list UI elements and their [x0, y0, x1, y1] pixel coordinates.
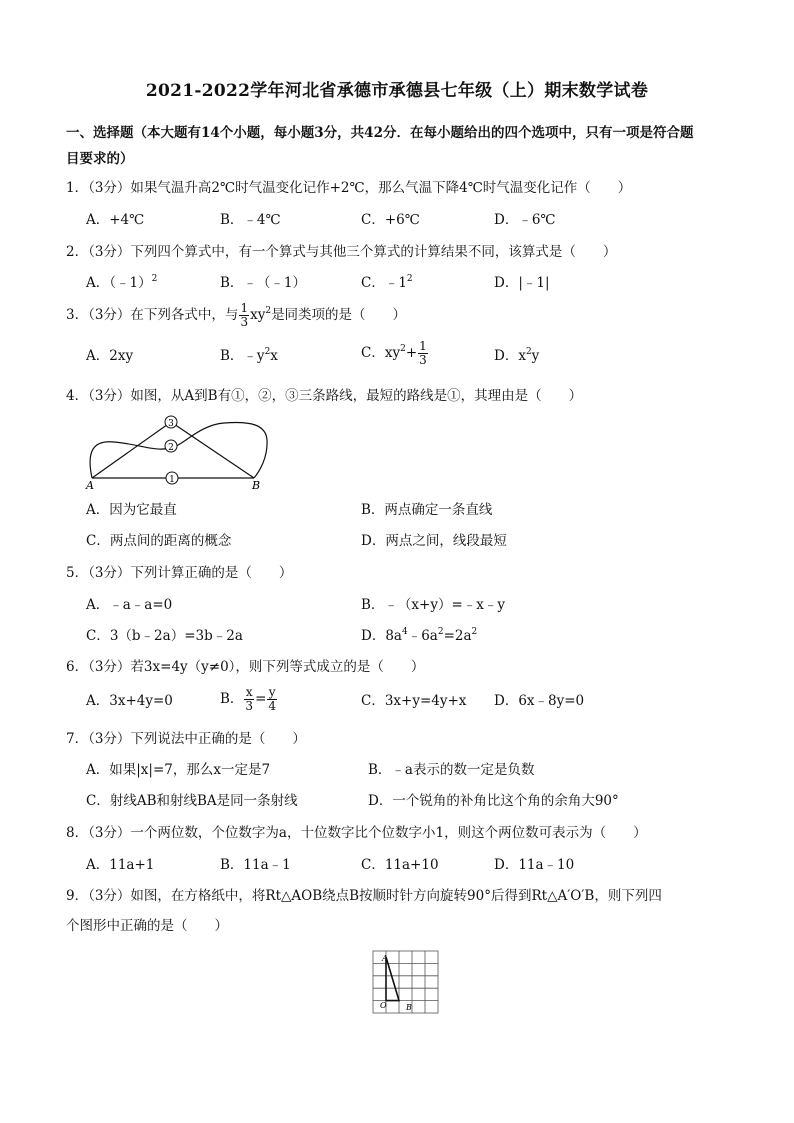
question-1-stem: 1．（3分）如果气温升高2℃时气温变化记作+2℃，那么气温下降4℃时气温变化记作（ ） [66, 180, 632, 196]
question-3-option-d: D．$x^2y$ [494, 347, 540, 364]
question-9-stem-line1: 9．（3分）如图，在方格纸中，将Rt△AOB绕点B按顺时针方向旋转90°后得到Rt△A′O′B，则下列四 [66, 888, 662, 904]
question-7-stem: 7．（3分）下列说法中正确的是（ ） [66, 731, 306, 747]
grid-label-a: A [382, 954, 388, 963]
question-5-option-c: C．3（b﹣2a）=3b﹣2a [86, 628, 243, 644]
question-4-option-c: C．两点间的距离的概念 [86, 533, 232, 549]
question-1-option-b: B．﹣4℃ [220, 212, 281, 228]
question-2-option-c: C．$﹣1^2$ [361, 274, 413, 291]
question-1-option-d: D．﹣6℃ [494, 212, 556, 228]
question-5-stem: 5．（3分）下列计算正确的是（ ） [66, 565, 293, 581]
question-8-option-a: A．11a+1 [86, 857, 155, 873]
question-7-option-d: D．一个锐角的补角比这个角的余角大90° [368, 793, 619, 809]
route-2-label: 2 [168, 443, 174, 453]
question-6-option-d: D．6x﹣8y=0 [494, 693, 585, 709]
question-7-option-b: B．﹣a表示的数一定是负数 [368, 762, 535, 778]
question-5-option-d: D．$8a^4﹣6a^2=2a^2$ [361, 627, 478, 644]
question-1-option-a: A．+4℃ [86, 212, 145, 228]
route-2-curve [90, 422, 267, 478]
question-3-stem: 3．（3分）在下列各式中，与 $\frac{1}{3}$ $xy^2$是同类项的是（ ） [66, 301, 407, 329]
question-6-option-a: A．3x+4y=0 [86, 693, 173, 709]
question-6-stem: 6．（3分）若3x=4y（y≠0），则下列等式成立的是（ ） [66, 659, 425, 675]
grid-label-o: O [380, 1001, 387, 1010]
question-5-option-b: B．﹣（x+y）=﹣x﹣y [361, 597, 506, 613]
question-3-option-a: A．2xy [86, 348, 134, 364]
route-figure [84, 410, 284, 490]
question-8-stem: 8．（3分）一个两位数，个位数字为a，十位数字比个位数字小1，则这个两位数可表示为（ ） [66, 825, 647, 841]
question-4-stem: 4．（3分）如图，从A到B有①，②，③三条路线，最短的路线是①，其理由是（ ） [66, 388, 583, 404]
route-3-label: 3 [168, 419, 174, 429]
question-5-option-a: A．﹣a﹣a=0 [86, 597, 173, 613]
question-2-stem: 2．（3分）下列四个算式中，有一个算式与其他三个算式的计算结果不同，该算式是（ ） [66, 244, 617, 260]
point-b-label: B [252, 479, 261, 490]
route-1-label: 1 [169, 475, 175, 485]
section-heading-line2: 目要求的） [66, 151, 134, 167]
question-7-option-c: C．射线AB和射线BA是同一条射线 [86, 793, 298, 809]
question-2-option-a: A．（﹣1）$^2$ [86, 274, 158, 291]
fraction-one-third: $\frac{1}{3}$ [240, 301, 249, 329]
question-8-option-d: D．11a﹣10 [494, 857, 575, 873]
question-2-option-b: B．﹣（﹣1） [220, 275, 307, 291]
question-7-option-a: A．如果|x|=7，那么x一定是7 [86, 762, 271, 778]
grid-label-b: B [406, 1003, 412, 1012]
exam-title: 2021-2022学年河北省承德市承德县七年级（上）期末数学试卷 [145, 81, 649, 101]
section-heading-line1: 一、选择题（本大题有14个小题，每小题3分，共42分．在每小题给出的四个选项中，只有一项是符合题 [66, 125, 694, 141]
question-9-stem-line2: 个图形中正确的是（ ） [66, 918, 228, 934]
question-4-option-d: D．两点之间，线段最短 [361, 533, 507, 549]
question-6-option-c: C．3x+y=4y+x [361, 693, 467, 709]
question-4-option-a: A．因为它最直 [86, 502, 177, 518]
question-4-option-b: B．两点确定一条直线 [361, 502, 493, 518]
point-a-label: A [86, 479, 94, 490]
grid-figure [368, 948, 444, 1016]
question-3-option-c: C．$xy^2+$ $\frac{1}{3}$ [361, 339, 427, 367]
question-8-option-c: C．11a+10 [361, 857, 439, 873]
question-2-option-d: D．|﹣1| [494, 275, 550, 291]
question-8-option-b: B．11a﹣1 [220, 857, 291, 873]
question-3-option-b: B．$﹣y^2x$ [220, 347, 278, 364]
question-1-option-c: C．+6℃ [361, 212, 420, 228]
question-6-option-b: B． $\frac{x}{3}$ = $\frac{y}{4}$ [220, 685, 277, 713]
